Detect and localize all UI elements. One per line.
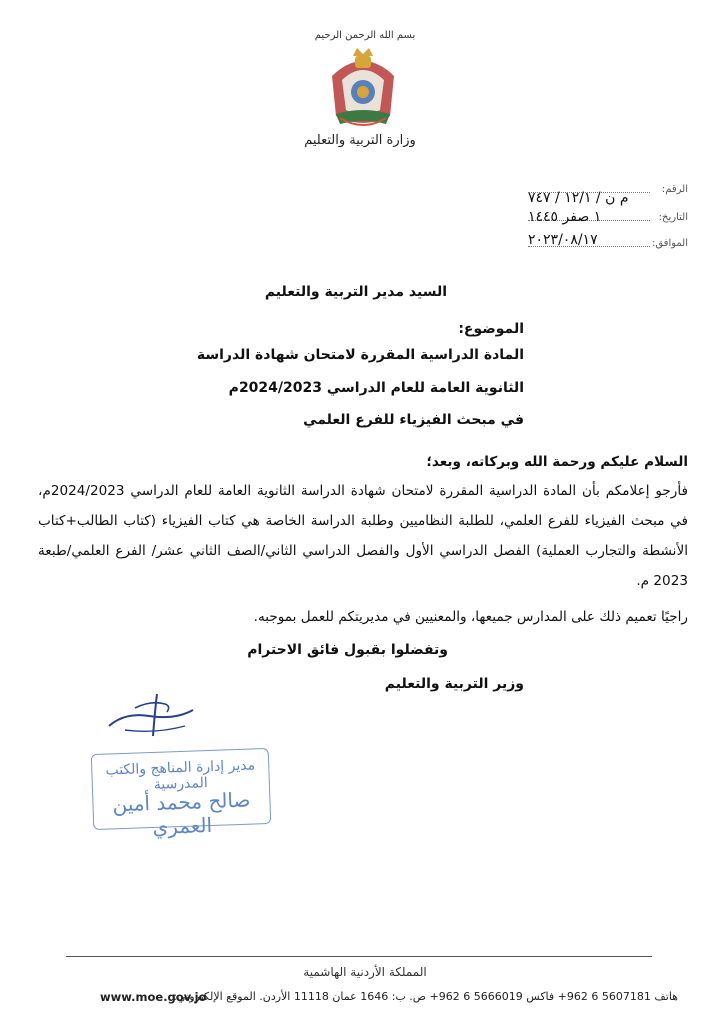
official-stamp (91, 748, 272, 840)
greeting: السلام عليكم ورحمة الله وبركاته، وبعد؛ (426, 454, 688, 470)
reference-date-row (468, 210, 688, 228)
reference-gregorian-label: الموافق: (651, 238, 688, 249)
jordan-coat-of-arms-icon (322, 46, 404, 130)
footer-divider (66, 956, 652, 957)
signer-title: وزير التربية والتعليم (384, 676, 524, 692)
footer-address: هاتف 5607181 6 962+ فاكس 5666019 6 962+ ص. ب: 1646 عمان 11118 الأردن. الموقع الإلكتروني: (173, 990, 678, 1003)
reference-date-label: التاريخ: (658, 212, 688, 223)
reference-number-value: م ن / ١٢/١ / ٧٤٧ (528, 190, 629, 206)
footer-website-link[interactable]: www.moe.gov.jo (100, 990, 207, 1004)
signature (105, 690, 205, 740)
reference-gregorian-row (468, 232, 688, 254)
reference-number-row (468, 182, 688, 206)
reference-date-value: ١ صفر ١٤٤٥ (528, 209, 602, 225)
body-paragraph: راجيًا تعميم ذلك على المدارس جميعها، والمعنيين في مديريتكم للعمل بموجبه. (253, 609, 688, 625)
footer-kingdom: المملكة الأردنية الهاشمية (303, 965, 427, 979)
addressee: السيد مدير التربية والتعليم (264, 284, 447, 300)
ministry-name: وزارة التربية والتعليم (304, 133, 416, 148)
subject-line: في مبحث الفيزياء للفرع العلمي (303, 412, 524, 428)
stamp-title: مدير إدارة المناهج والكتب المدرسية (105, 757, 256, 793)
subject-line: الثانوية العامة للعام الدراسي 2024/2023م (228, 380, 524, 396)
closing-line: وتفضلوا بقبول فائق الاحترام (247, 642, 448, 658)
reference-gregorian-value: ٢٠٢٣/٠٨/١٧ (528, 232, 598, 248)
reference-number-label: الرقم: (661, 184, 688, 195)
stamp-name: صالح محمد أمين العمري (112, 787, 251, 840)
subject-label: الموضوع: (458, 321, 524, 337)
subject-line: المادة الدراسية المقررة لامتحان شهادة الدراسة (196, 347, 524, 363)
basmala: بسم الله الرحمن الرحيم (314, 30, 416, 41)
body-paragraph: فأرجو إعلامكم بأن المادة الدراسية المقررة لامتحان شهادة الدراسة الثانوية العامة للعام الدراسي 2024/2023م، في مبحث الفيزياء للفرع العلمي، للطلبة النظاميين وطلبة الدراسة الخاصة هي كتاب الفيزياء (كتاب الطالب+كتاب الأنشطة والتجارب العملية) الفصل الدراسي الأول والفصل الدراسي الثاني/الصف الثاني عشر/ الفرع العلمي/طبعة 2023 م. (38, 483, 688, 589)
